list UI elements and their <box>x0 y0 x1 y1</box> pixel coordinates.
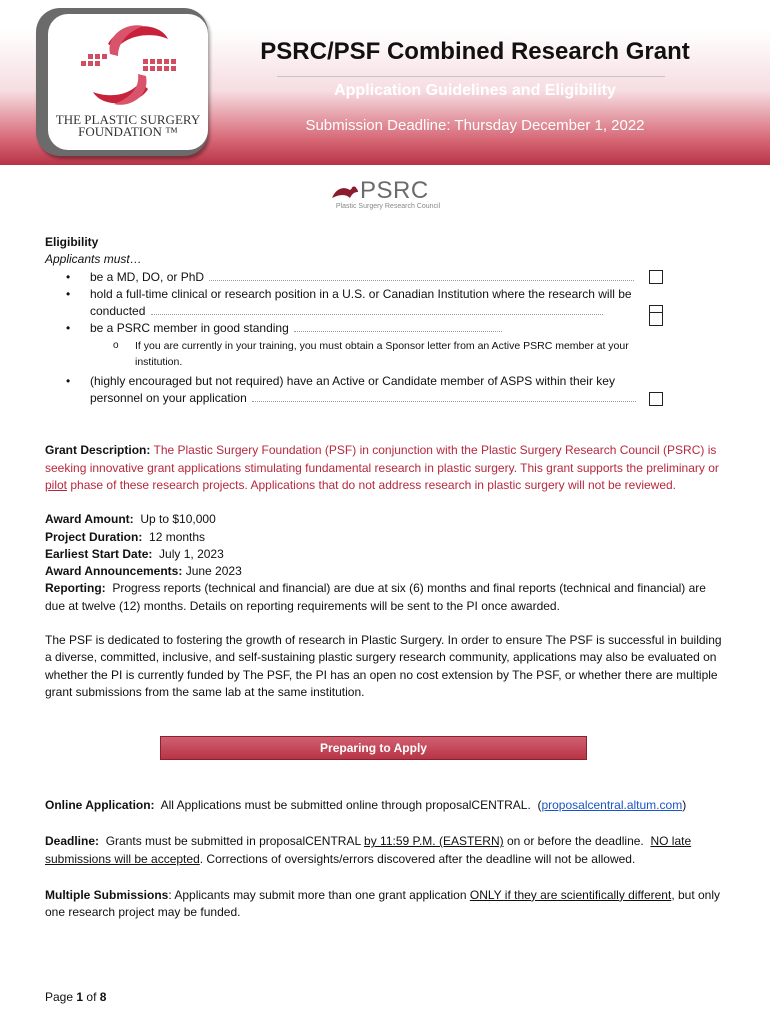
eligibility-sublist <box>45 338 727 370</box>
multiple-submissions-label: Multiple Submissions <box>45 887 169 902</box>
earliest-start <box>45 546 727 563</box>
eligibility-intro: Applicants must… <box>45 252 142 267</box>
main-content <box>45 234 727 701</box>
page-word: Page <box>45 990 74 1004</box>
deadline-time: by 11:59 P.M. (EASTERN) <box>364 834 504 849</box>
award-amount-label: Award Amount: <box>45 512 134 527</box>
grant-description-pilot: pilot <box>45 477 68 492</box>
psf-logo-inner <box>48 14 208 150</box>
deadline-no-late: NO late submissions will be accepted <box>45 834 692 866</box>
eligibility-checkbox[interactable] <box>649 270 663 284</box>
submission-deadline: Submission Deadline: Thursday December 1, 2022 <box>305 117 645 134</box>
psrc-logo-icon <box>330 180 360 204</box>
online-application-label: Online Application: <box>45 798 155 812</box>
preparing-to-apply-banner: Preparing to Apply <box>160 736 587 760</box>
document-title: PSRC/PSF Combined Research Grant <box>260 38 690 65</box>
dotted-leader <box>209 270 634 281</box>
eligibility-sub-note: o If you are currently in your training, you must obtain a Sponsor letter from an Active PSRC member at your institution. <box>45 338 727 370</box>
eligibility-item <box>45 286 727 321</box>
project-duration-value: 12 months <box>149 529 206 544</box>
eligibility-item <box>45 269 727 286</box>
page-of-word: of <box>86 990 97 1004</box>
award-announcements-value: June 2023 <box>185 564 242 579</box>
deadline-text-1: Grants must be submitted in proposalCENTRAL <box>105 834 361 849</box>
eligibility-checkbox[interactable] <box>649 312 663 326</box>
psrc-logo-word: PSRC <box>360 177 429 204</box>
page-number: 1 <box>76 990 84 1004</box>
eligibility-item <box>45 373 727 408</box>
grant-description <box>45 442 727 494</box>
eligibility-item-text: be a MD, DO, or PhD <box>90 269 205 284</box>
earliest-start-label: Earliest Start Date: <box>45 546 153 561</box>
psf-paragraph: The PSF is dedicated to fostering the growth of research in Plastic Surgery. In order to ensure The PSF is successful in building a diverse, committed, inclusive, and self-sustaining plastic surgery research community, applications may also be evaluated on whether the PI is currently funded by The PSF, the PI has an open no cost extension by The PSF, or whether there are multiple grant submissions from the same lab at the same institution. <box>45 633 722 699</box>
grant-description-label: Grant Description: <box>45 443 151 458</box>
document-subtitle: Application Guidelines and Eligibility <box>334 82 616 99</box>
online-application-text: All Applications must be submitted online through proposalCENTRAL. <box>160 798 531 812</box>
dotted-leader <box>151 304 603 315</box>
earliest-start-value: July 1, 2023 <box>159 546 224 561</box>
psf-logo-graphic <box>48 14 208 114</box>
eligibility-list-2 <box>45 373 727 408</box>
eligibility-item-text: hold a full-time clinical or research position in a U.S. or Canadian Institution where the research will be conducted <box>90 286 632 319</box>
deadline-section <box>45 833 727 868</box>
psf-logo <box>36 8 208 156</box>
dotted-leader <box>252 391 636 402</box>
reporting <box>45 580 727 615</box>
eligibility-list <box>45 269 727 338</box>
deadline-text-3: . Corrections of oversights/errors discovered after the deadline will not be allowed. <box>199 851 636 866</box>
multiple-submissions-text-1: : Applicants may submit more than one grant application <box>168 887 467 902</box>
online-application: Online Application: All Applications must be submitted online through proposalCENTRAL. (proposalcentral.altum.com) <box>45 798 687 812</box>
award-amount-value: Up to $10,000 <box>140 512 216 527</box>
reporting-label: Reporting: <box>45 581 106 596</box>
psrc-logo-subtitle: Plastic Surgery Research Council <box>335 203 441 210</box>
award-amount <box>45 511 727 528</box>
grant-description-text-2: phase of these research projects. Applications that do not address research in plastic surgery will not be reviewed. <box>70 477 677 492</box>
psf-logo-text <box>48 114 208 138</box>
multiple-submissions-text-2: , but only one research project may be funded. <box>45 887 721 920</box>
page-footer <box>45 990 106 1004</box>
eligibility-item-text: be a PSRC member in good standing <box>90 321 289 336</box>
eligibility-heading: Eligibility <box>45 235 99 249</box>
application-section <box>45 797 727 921</box>
dotted-leader <box>294 321 502 332</box>
psf-logo-line2: FOUNDATION ™ <box>78 124 178 139</box>
project-duration-label: Project Duration: <box>45 529 143 544</box>
reporting-text: Progress reports (technical and financial) are due at six (6) months and final reports (technical and financial) are due at twelve (12) months. Details on reporting requirements will be sent to the PI once awarded. <box>45 581 706 613</box>
project-duration <box>45 529 727 546</box>
psf-logo-line1: THE PLASTIC SURGERY <box>55 112 201 127</box>
multiple-submissions <box>45 887 727 922</box>
proposalcentral-link[interactable]: proposalcentral.altum.com <box>541 798 683 812</box>
page-total: 8 <box>99 990 107 1004</box>
multiple-submissions-condition: ONLY if they are scientifically different <box>469 887 672 902</box>
eligibility-item <box>45 320 727 337</box>
eligibility-item-text: (highly encouraged but not required) have an Active or Candidate member of ASPS within their key personnel on your application <box>90 373 615 406</box>
deadline-label: Deadline: <box>45 834 100 849</box>
title-divider <box>277 76 665 77</box>
psrc-logo <box>330 178 442 214</box>
eligibility-checkbox[interactable] <box>649 392 663 406</box>
deadline-text-2: on or before the deadline. <box>506 834 644 849</box>
grant-description-text-1: The Plastic Surgery Foundation (PSF) in conjunction with the Plastic Surgery Research Council (PSRC) is seeking innovative grant applications stimulating fundamental research in plastic surgery. This grant supports the preliminary or <box>45 443 719 475</box>
award-announcements <box>45 563 727 580</box>
award-announcements-label: Award Announcements: <box>45 564 183 579</box>
